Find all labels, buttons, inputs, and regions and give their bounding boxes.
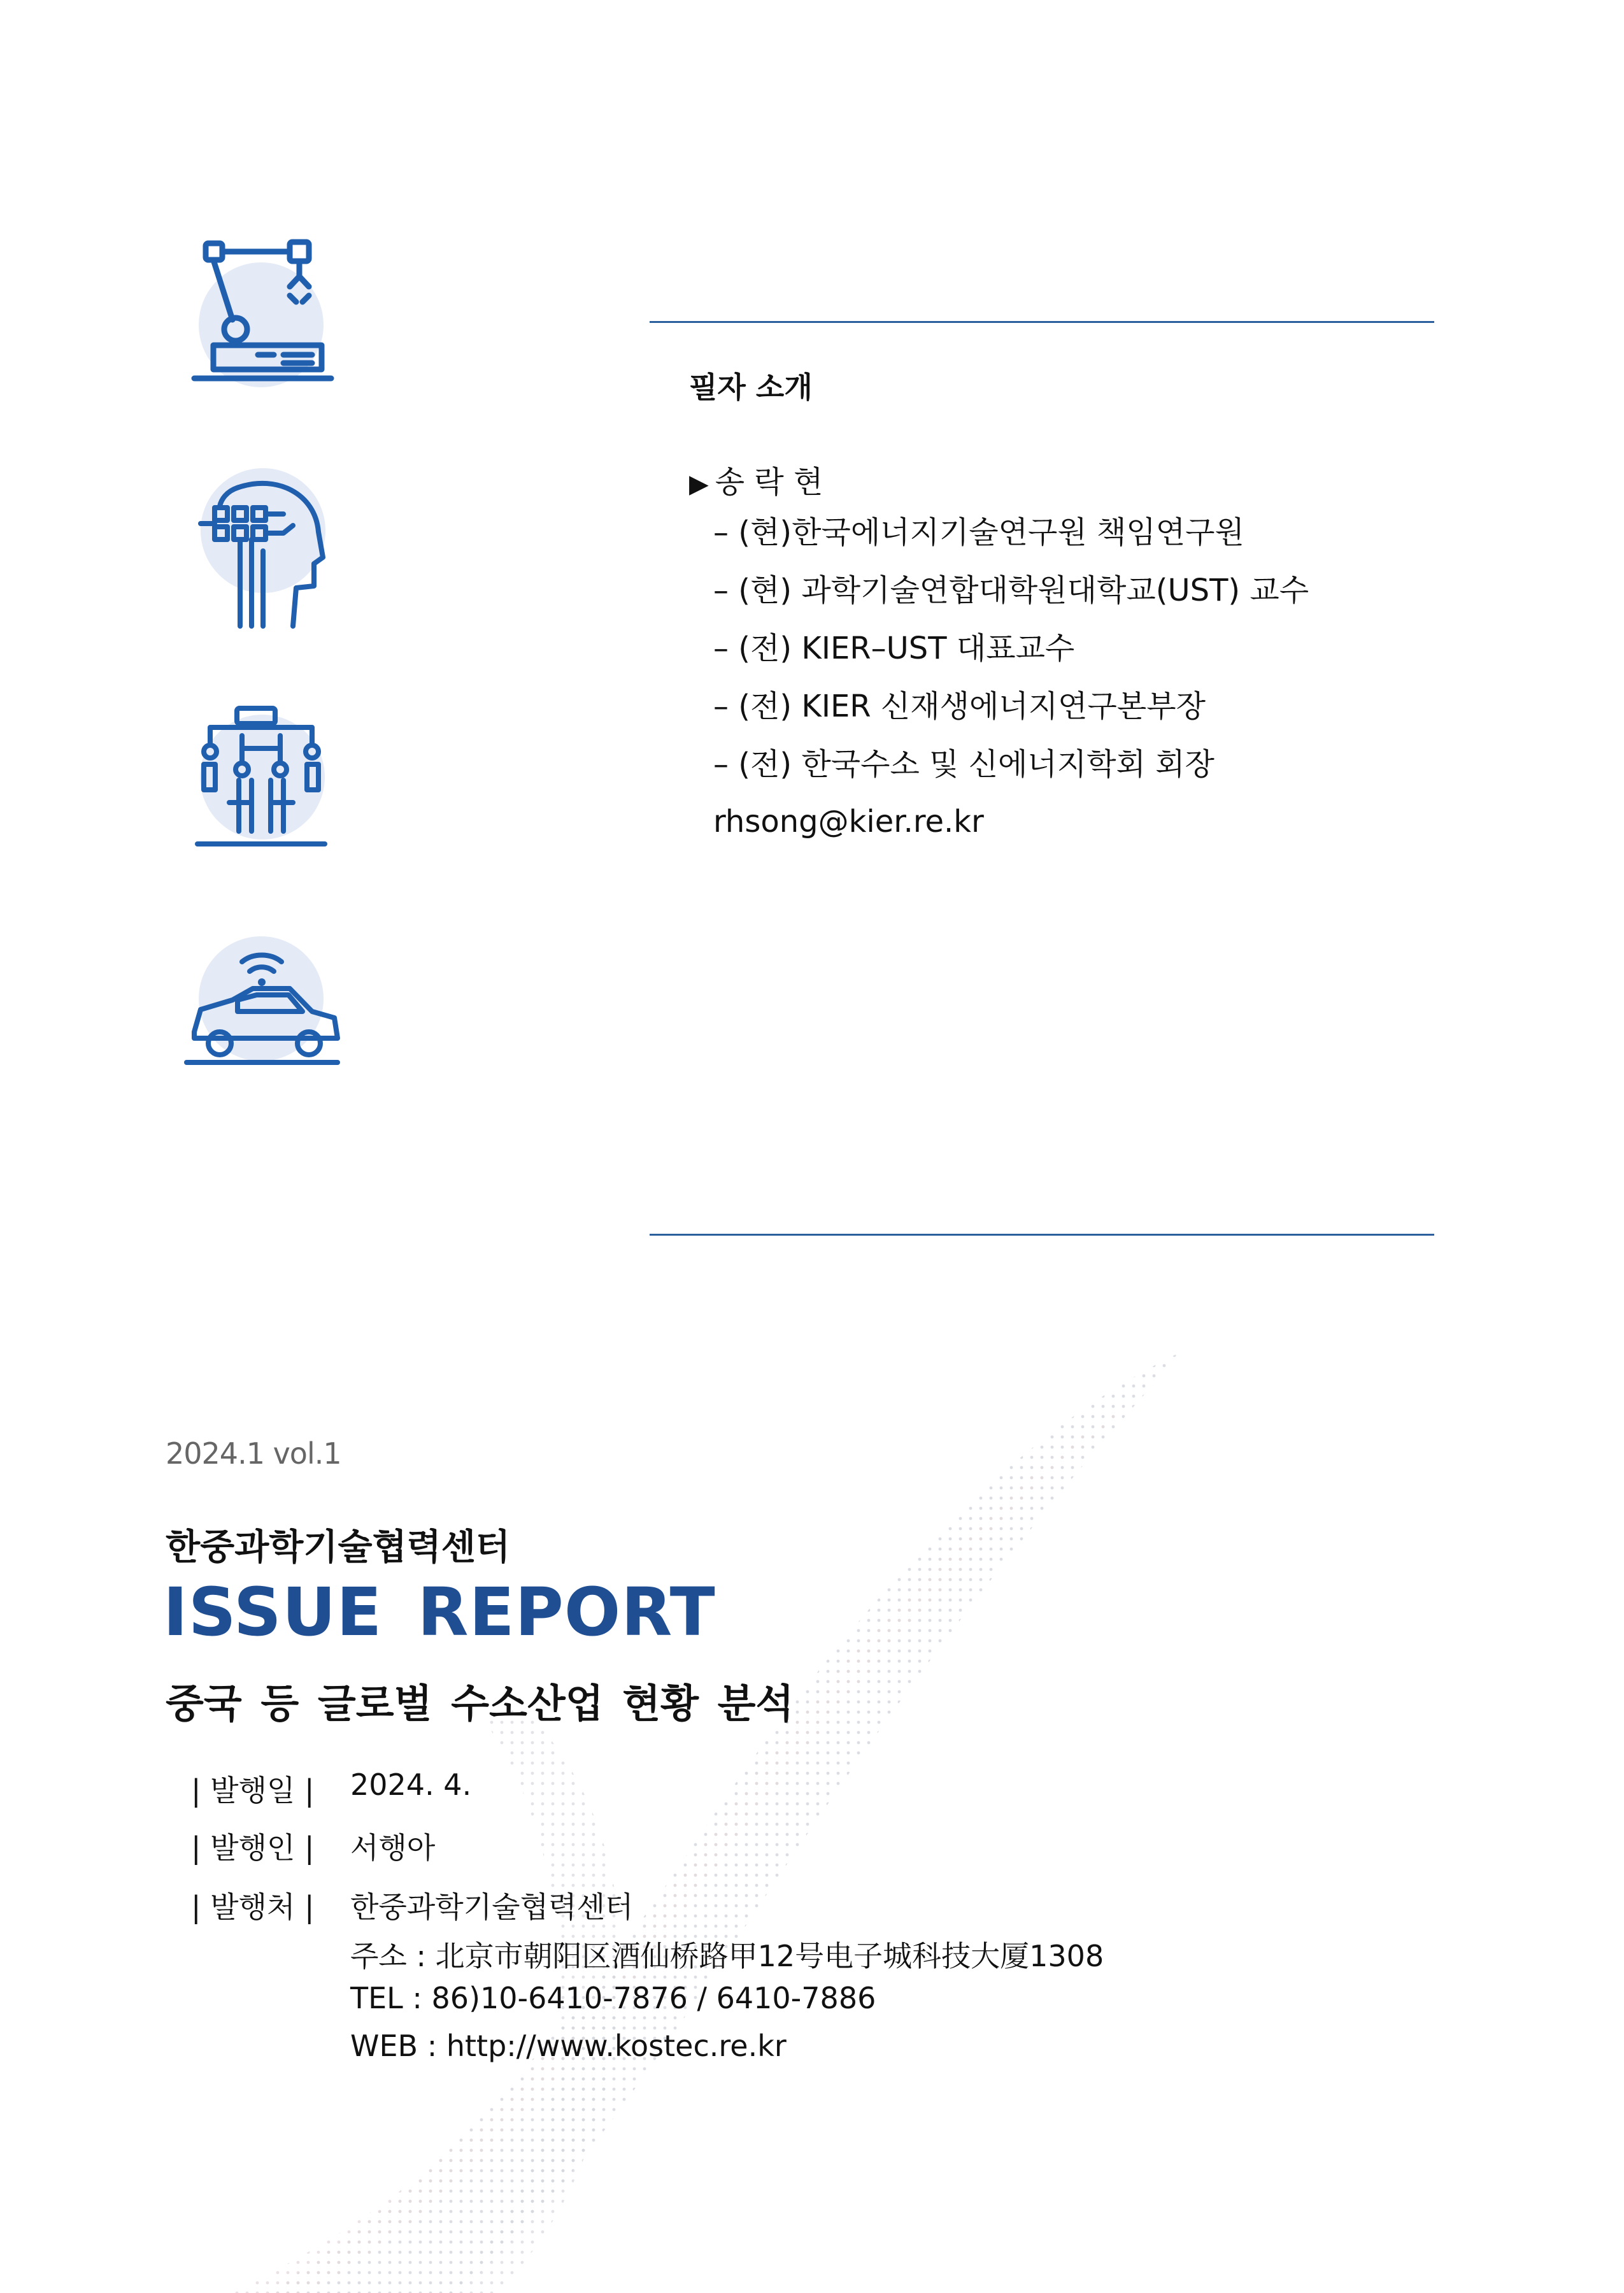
triangle-marker-icon: ▶	[689, 469, 709, 499]
career-item: – (전) KIER–UST 대표교수	[713, 631, 1075, 666]
publication-date-row	[191, 1768, 472, 1810]
career-item: – (현) 과학기술연합대학원대학교(UST) 교수	[713, 573, 1309, 608]
publisher-label: | 발행인 |	[191, 1831, 315, 1865]
author-name	[689, 457, 823, 501]
issuer-value: 한중과학기술협력센터	[350, 1890, 634, 1924]
career-item: – (전) KIER 신재생에너지연구본부장	[713, 689, 1206, 724]
volume-label: 2024.1 vol.1	[166, 1436, 341, 1471]
web-line: WEB : http://www.kostec.re.kr	[350, 2029, 787, 2063]
author-section-title: 필자 소개	[689, 370, 813, 404]
humanoid-robot-icon	[191, 701, 338, 854]
publication-date-value: 2024. 4.	[350, 1768, 472, 1802]
author-box-top-rule	[650, 321, 1434, 323]
publisher-row	[191, 1825, 436, 1867]
publisher-value: 서행아	[350, 1831, 436, 1865]
tel-line: TEL : 86)10-6410-7876 / 6410-7886	[350, 1981, 876, 2015]
center-name: 한중과학기술협력센터	[166, 1527, 510, 1568]
ai-head-icon	[188, 468, 341, 634]
author-career-list	[713, 513, 1309, 803]
issuer-label: | 발행처 |	[191, 1890, 315, 1924]
career-item: – (현)한국에너지기술연구원 책임연구원	[713, 515, 1244, 550]
publication-date-label: | 발행일 |	[191, 1773, 315, 1808]
author-name-text: 송 락 현	[715, 464, 823, 500]
address-line: 주소 : 北京市朝阳区酒仙桥路甲12号电子城科技大厦1308	[350, 1939, 1104, 1973]
author-email: rhsong@kier.re.kr	[713, 804, 984, 839]
career-item: – (전) 한국수소 및 신에너지학회 회장	[713, 746, 1214, 782]
issuer-row	[191, 1884, 634, 1926]
robot-arm-icon	[188, 237, 341, 390]
author-box-bottom-rule	[650, 1234, 1434, 1236]
report-title: ISSUE REPORT	[163, 1573, 716, 1651]
report-subtitle: 중국 등 글로벌 수소산업 현황 분석	[166, 1680, 794, 1727]
connected-car-icon	[182, 936, 347, 1083]
